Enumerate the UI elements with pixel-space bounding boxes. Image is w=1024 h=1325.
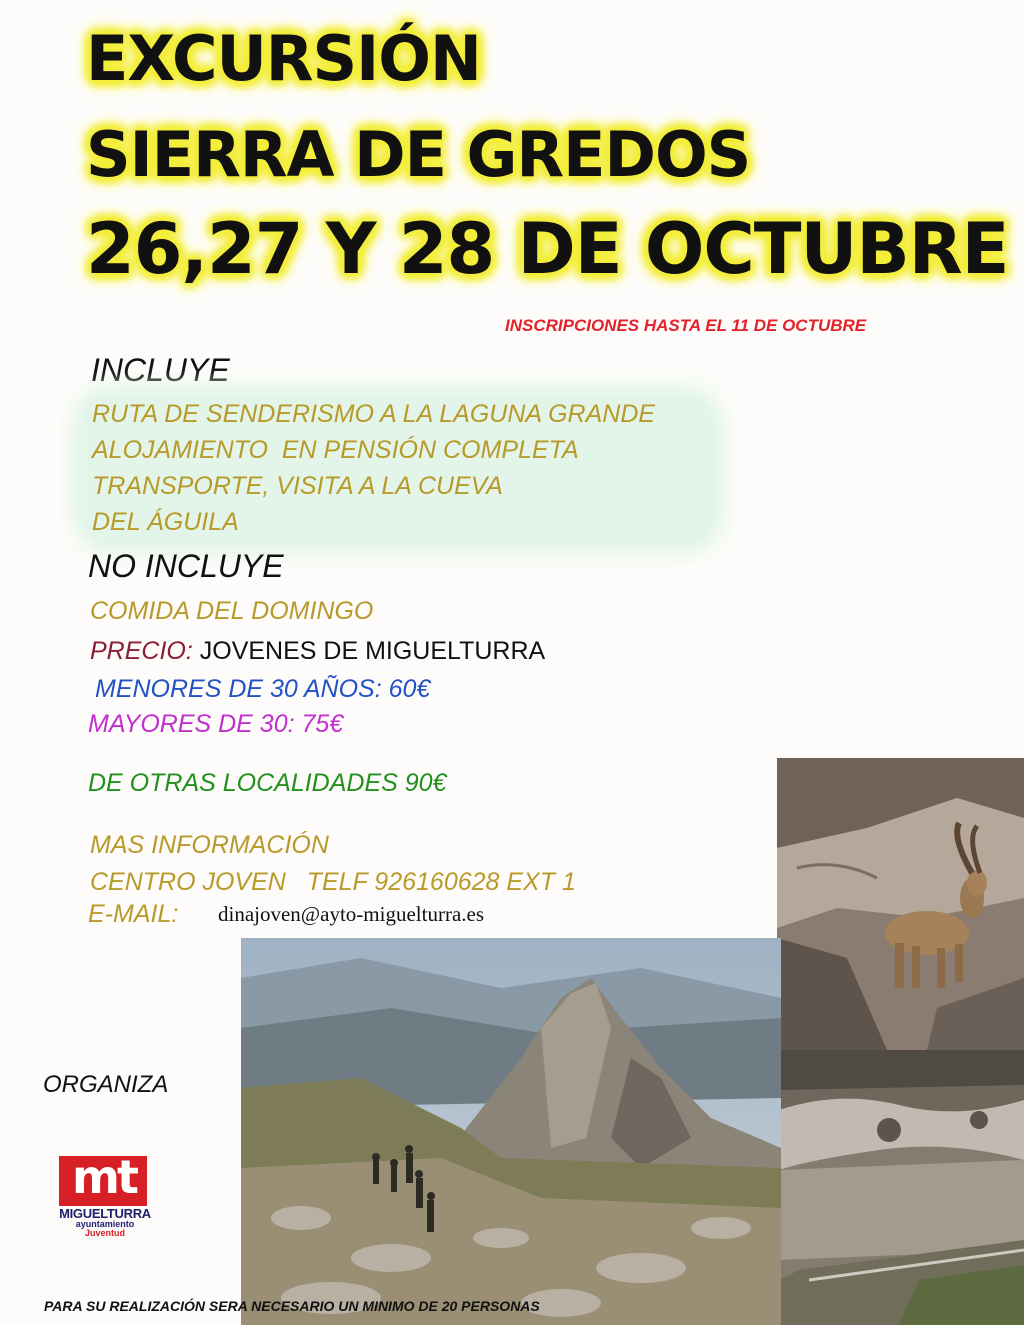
price-under-30: MENORES DE 30 AÑOS: 60€ — [95, 675, 431, 703]
title-line-3: 26,27 Y 28 DE OCTUBRE — [86, 208, 1009, 290]
not-includes-item: COMIDA DEL DOMINGO — [90, 597, 374, 625]
includes-heading: INCLUYE — [91, 352, 230, 388]
title-line-2: SIERRA DE GREDOS — [86, 118, 751, 191]
includes-item: DEL ÁGUILA — [92, 508, 239, 536]
logo-name: MIGUELTURRA — [59, 1206, 151, 1221]
title-line-1: EXCURSIÓN — [86, 22, 481, 95]
logo-sub: ayuntamiento — [75, 1219, 135, 1229]
ibex-photo — [777, 758, 1024, 1050]
info-heading: MAS INFORMACIÓN — [90, 831, 329, 859]
email-address[interactable]: dinajoven@ayto-miguelturra.es — [218, 902, 485, 926]
logo-department: Juventud — [84, 1228, 125, 1238]
includes-item: TRANSPORTE, VISITA A LA CUEVA — [92, 472, 503, 500]
organizer-label: ORGANIZA — [43, 1071, 169, 1098]
price-row — [90, 637, 545, 666]
migelturra-logo — [47, 1148, 157, 1238]
email-label: E-MAIL: — [88, 900, 179, 928]
price-over-30: MAYORES DE 30: 75€ — [88, 710, 344, 738]
price-other-towns: DE OTRAS LOCALIDADES 90€ — [88, 769, 447, 797]
price-group: JOVENES DE MIGUELTURRA — [199, 637, 546, 665]
footer-note: PARA SU REALIZACIÓN SERA NECESARIO UN MINIMO DE 20 PERSONAS — [44, 1298, 540, 1314]
lagoon-photo — [779, 1050, 1024, 1325]
mountain-hikers-photo — [241, 938, 781, 1325]
price-label: PRECIO: — [90, 637, 193, 665]
registration-deadline: INSCRIPCIONES HASTA EL 11 DE OCTUBRE — [505, 316, 867, 335]
includes-item: RUTA DE SENDERISMO A LA LAGUNA GRANDE — [92, 400, 656, 428]
includes-item: ALOJAMIENTO EN PENSIÓN COMPLETA — [92, 436, 579, 464]
not-includes-heading: NO INCLUYE — [88, 548, 284, 584]
info-contact: CENTRO JOVEN TELF 926160628 EXT 1 — [90, 868, 576, 896]
logo-mark: mt — [72, 1150, 136, 1204]
